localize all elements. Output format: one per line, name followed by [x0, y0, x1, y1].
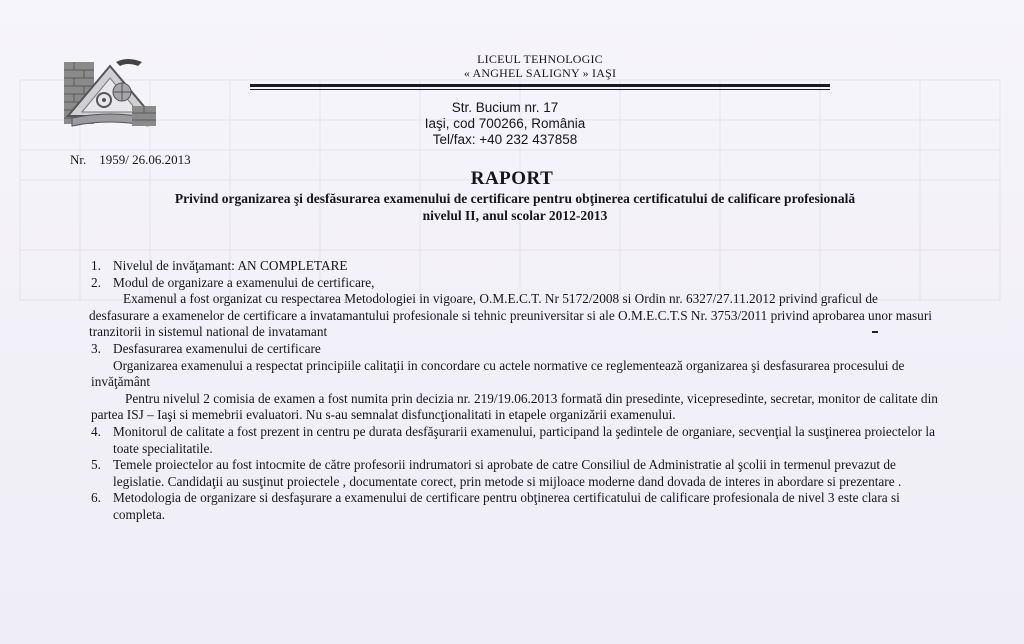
list-number: 2. — [91, 274, 101, 290]
registration-number: Nr. 1959/ 26.06.2013 — [70, 152, 191, 167]
document-title: RAPORT — [470, 168, 554, 189]
school-name-line2: « ANGHEL SALIGNY » IAŞI — [463, 66, 617, 80]
school-logo — [58, 56, 162, 134]
subtitle-line1: Privind organizarea şi desfăsurarea examenului de certificare pentru obţinerea certificatului de calificare profesională — [174, 191, 856, 206]
list-text: Modul de organizare a examenului de certificare, — [113, 274, 375, 290]
report-body — [91, 258, 941, 524]
list-item — [91, 490, 941, 523]
paragraph-text: Examenul a fost organizat cu respectarea Metodologiei in vigoare, O.M.E.C.T. Nr 5172/2008 si Ordin nr. 6327/27.11.2012 privind — [123, 291, 818, 307]
list-text: Desfasurarea examenului de certificare — [113, 340, 321, 356]
list-item — [91, 258, 941, 275]
list-number: 1. — [91, 258, 101, 273]
paragraph — [89, 291, 941, 341]
paragraph-text: graficul de desfasurare a examenelor de certificare a invatamantului profesionale si tehnic preuniversitar si ale O.M.E.C.T.S Nr. 3753/2011 privind aprobarea unor masuri tranzitorii in sistemul national de invatamant — [89, 291, 932, 340]
address-city: Iaşi, cod 700266, România — [424, 116, 586, 131]
paragraph: Organizarea examenului a respectat principiile calitaţii in concordare cu actele normative ce reglementează organizarea şi desfasurarea procesului de invăţământ — [91, 357, 905, 390]
list-number: 4. — [91, 423, 101, 439]
list-text: Monitorul de calitate a fost prezent in centru pe durata desfăşurarii examenului, participand la şedintele de organiare, secvenţial la susţinerea proiectelor la toate specialitatile. — [113, 423, 935, 456]
list-text: Metodologia de organizare si desfaşurare a examenului de certificare pentru obţinerea certificatului de calificare profesionala de nivel 3 este clara si completa. — [113, 490, 900, 522]
paragraph: Pentru nivelul 2 comisia de examen a fost numita prin decizia nr. 219/19.06.2013 formată din presedinte, vicepresedinte, secretar, monitor de calitate din partea ISJ – Iaşi si memebrii evaluatori. Nu s-au semnalat disfuncţionalitati in etapele organizării examenului. — [91, 390, 938, 423]
pen-mark — [872, 331, 878, 333]
list-text: Temele proiectelor au fost intocmite de către profesorii indrumatori si aprobate de catre Consiliul de Administratie al şcolii in termenul prevazut de legislatie. Candidaţii au susţinut proiectele , documentate corect, prin metode si mijloace moderne dand dovada de interes in abordare si prezentare . — [113, 457, 902, 489]
list-number: 3. — [91, 340, 101, 356]
list-number: 5. — [91, 457, 101, 473]
list-item — [91, 341, 941, 358]
school-name — [250, 52, 830, 80]
address-phone: Tel/fax: +40 232 437858 — [432, 132, 578, 147]
address-street: Str. Bucium nr. 17 — [451, 100, 559, 115]
header-rule — [250, 84, 830, 87]
list-item — [91, 424, 941, 457]
list-text: Nivelul de invăţamant: AN COMPLETARE — [113, 258, 348, 273]
list-item — [91, 275, 941, 292]
document-subtitle — [120, 190, 910, 224]
subtitle-line2: nivelul II, anul scolar 2012-2013 — [422, 208, 608, 223]
school-name-line1: LICEUL TEHNOLOGIC — [477, 52, 603, 66]
list-number: 6. — [91, 490, 101, 506]
school-address — [380, 100, 630, 148]
list-item — [91, 457, 941, 490]
